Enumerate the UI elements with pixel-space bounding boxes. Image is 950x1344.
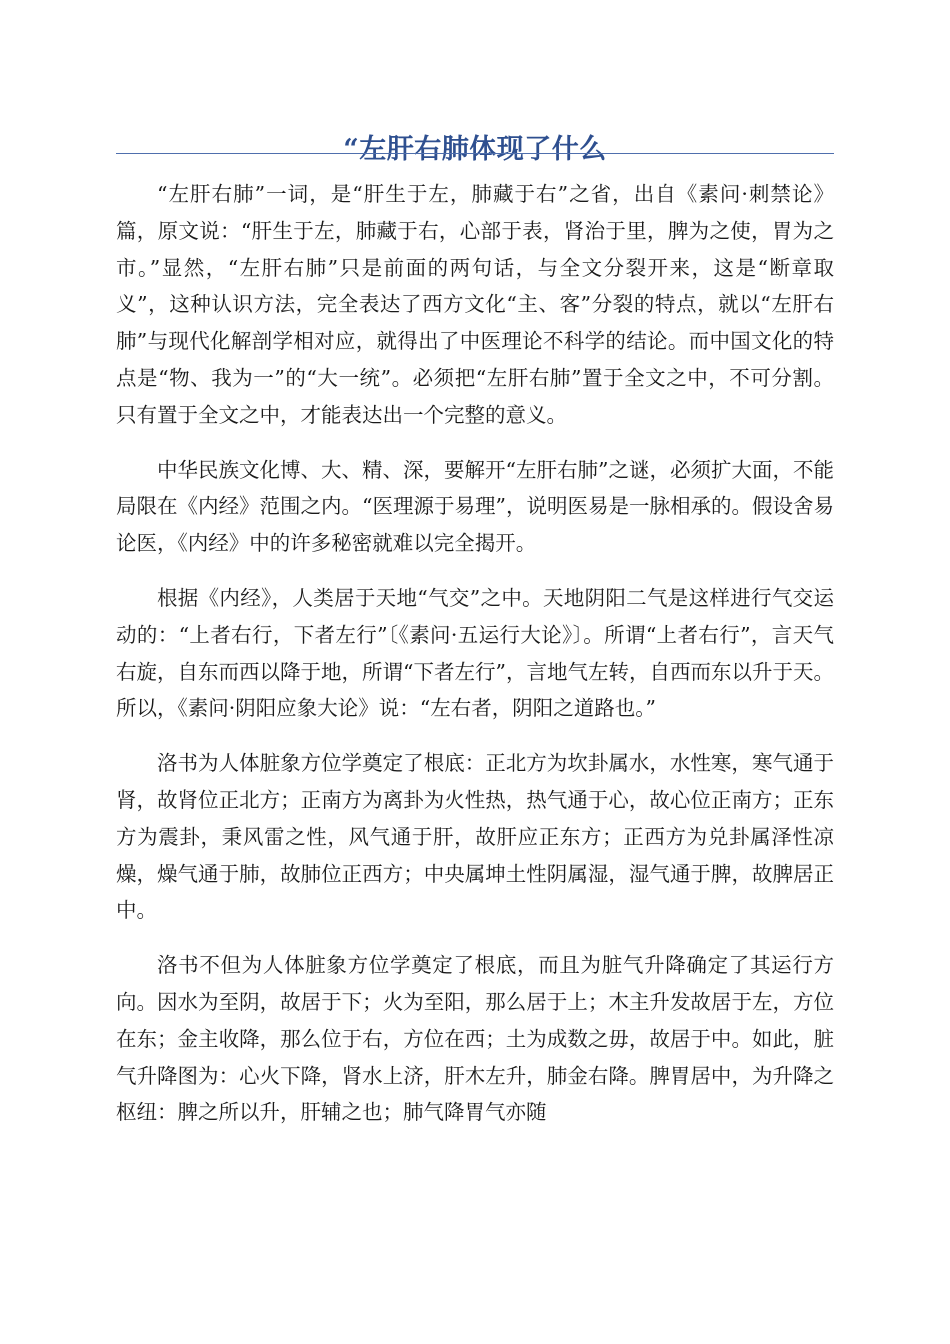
paragraph-4: 洛书为人体脏象方位学奠定了根底：正北方为坎卦属水，水性寒，寒气通于肾，故肾位正北方；正南方为离卦为火性热，热气通于心，故心位正南方；正东方为震卦，秉风雷之性，风气通于肝，故肝应正东方；正西方为兑卦属泽性凉燥，燥气通于肺，故肺位正西方；中央属坤土性阴属湿，湿气通于脾，故脾居正中。	[116, 751, 834, 923]
paragraph-1: “左肝右肺”一词，是“肝生于左，肺藏于右”之省，出自《素问·刺禁论》篇，原文说：“肝生于左，肺藏于右，心部于表，肾治于里，脾为之使，胃为之市。”显然，“左肝右肺”只是前面的两句话，与全文分裂开来，这是“断章取义”，这种认识方法，完全表达了西方文化“主、客”分裂的特点，就以“左肝右肺”与现代化解剖学相对应，就得出了中医理论不科学的结论。而中国文化的特点是“物、我为一”的“大一统”。必须把“左肝右肺”置于全文之中，不可分割。只有置于全文之中，才能表达出一个完整的意义。	[116, 182, 834, 427]
paragraph-3: 根据《内经》，人类居于天地“气交”之中。天地阴阳二气是这样进行气交运动的：“上者右行，下者左行”〔《素问·五运行大论》〕。所谓“上者右行”，言天气右旋，自东而西以降于地，所谓“下者左行”，言地气左转，自西而东以升于天。所以，《素问·阴阳应象大论》说：“左右者，阴阳之道路也。”	[116, 585, 834, 721]
paragraph-5: 洛书不但为人体脏象方位学奠定了根底，而且为脏气升降确定了其运行方向。因水为至阴，故居于下；火为至阳，那么居于上；木主升发故居于左，方位在东；金主收降，那么位于右，方位在西；土为成数之毋，故居于中。如此，脏气升降图为：心火下降，肾水上济，肝木左升，肺金右降。脾胃居中，为升降之枢纽：脾之所以升，肝辅之也；肺气降胃气亦随	[116, 953, 834, 1125]
paragraph-2: 中华民族文化博、大、精、深，要解开“左肝右肺”之谜，必须扩大面，不能局限在《内经》范围之内。“医理源于易理”，说明医易是一脉相承的。假设舍易论医，《内经》中的许多秘密就难以完全揭开。	[116, 457, 834, 556]
page-title: “左肝右肺体现了什么	[343, 134, 607, 166]
title-underline	[116, 153, 834, 154]
article-body	[116, 176, 834, 1149]
